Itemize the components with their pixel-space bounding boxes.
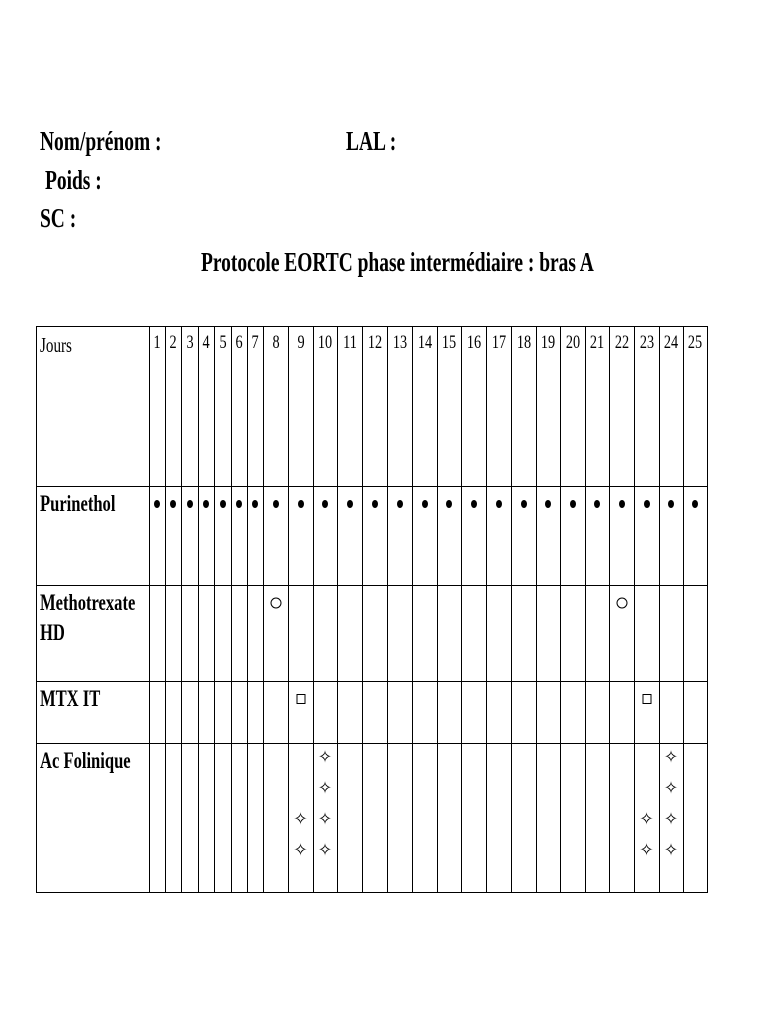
four-point-star-icon: ✧ <box>639 809 654 830</box>
dot-icon <box>298 500 304 508</box>
day-number: 25 <box>687 332 703 353</box>
day-number: 24 <box>663 332 679 353</box>
grid-vline <box>536 326 537 893</box>
day-number: 1 <box>153 332 161 353</box>
four-point-star-icon: ✧ <box>663 809 679 830</box>
dot-icon <box>252 500 258 508</box>
row-label: HD <box>40 620 65 645</box>
dot-icon <box>347 500 353 508</box>
day-number: 13 <box>392 332 407 353</box>
grid-hline <box>36 892 708 893</box>
row-label: Ac Folinique <box>40 748 131 773</box>
dot-icon <box>594 500 600 508</box>
four-point-star-icon: ✧ <box>317 778 333 799</box>
grid-vline <box>387 326 388 893</box>
grid-vline <box>683 326 684 893</box>
dot-icon <box>692 500 698 508</box>
day-number: 19 <box>540 332 556 353</box>
dot-icon <box>446 500 452 508</box>
dot-icon <box>545 500 551 508</box>
circle-icon <box>616 598 627 609</box>
grid-vline <box>165 326 166 893</box>
day-number: 10 <box>317 332 333 353</box>
dot-icon <box>422 500 428 508</box>
day-number: 6 <box>235 332 243 353</box>
four-point-star-icon: ✧ <box>663 840 679 861</box>
grid-vline <box>486 326 487 893</box>
day-number: 15 <box>441 332 457 353</box>
grid-vline <box>231 326 232 893</box>
day-number: 5 <box>218 332 227 353</box>
grid-hline <box>36 585 708 586</box>
lal-label: LAL : <box>346 126 397 156</box>
dot-icon <box>236 500 242 508</box>
square-icon <box>296 694 305 704</box>
grid-vline <box>362 326 363 893</box>
dot-icon <box>668 500 674 508</box>
four-point-star-icon: ✧ <box>663 778 679 799</box>
grid-vline <box>247 326 248 893</box>
sc-label: SC : <box>40 203 77 233</box>
dot-icon <box>496 500 502 508</box>
grid-vline <box>181 326 182 893</box>
dot-icon <box>521 500 527 508</box>
dot-icon <box>644 500 650 508</box>
dot-icon <box>570 500 576 508</box>
row-label: Purinethol <box>40 491 116 516</box>
grid-vline <box>288 326 289 893</box>
four-point-star-icon: ✧ <box>639 840 654 861</box>
grid-vline <box>149 326 150 893</box>
grid-vline <box>609 326 610 893</box>
day-number: 7 <box>251 332 259 353</box>
grid-vline <box>263 326 264 893</box>
dot-icon <box>154 500 160 508</box>
grid-hline <box>36 743 708 744</box>
day-number: 11 <box>342 332 357 353</box>
grid-vline <box>560 326 561 893</box>
grid-vline <box>511 326 512 893</box>
day-number: 9 <box>296 332 305 353</box>
dot-icon <box>397 500 403 508</box>
four-point-star-icon: ✧ <box>317 747 333 768</box>
grid-vline <box>634 326 635 893</box>
day-number: 17 <box>491 332 506 353</box>
grid-hline <box>36 681 708 682</box>
day-number: 3 <box>185 332 194 353</box>
dot-icon <box>273 500 279 508</box>
day-number: 18 <box>516 332 531 353</box>
grid-vline <box>585 326 586 893</box>
poids-label: Poids : <box>45 165 102 195</box>
day-number: 4 <box>202 332 210 353</box>
day-number: 8 <box>271 332 280 353</box>
dot-icon <box>471 500 477 508</box>
dot-icon <box>619 500 625 508</box>
grid-vline <box>214 326 215 893</box>
day-number: 23 <box>639 332 654 353</box>
square-icon <box>642 694 651 704</box>
dot-icon <box>322 500 328 508</box>
dot-icon <box>372 500 378 508</box>
four-point-star-icon: ✧ <box>663 747 679 768</box>
circle-icon <box>270 598 281 609</box>
day-number: 14 <box>417 332 432 353</box>
day-number: 12 <box>367 332 382 353</box>
dot-icon <box>187 500 193 508</box>
grid-vline <box>412 326 413 893</box>
row-label: Methotrexate <box>40 590 136 615</box>
dot-icon <box>203 500 209 508</box>
day-number: 20 <box>565 332 580 353</box>
grid-vline <box>313 326 314 893</box>
grid-hline <box>36 326 708 327</box>
four-point-star-icon: ✧ <box>317 809 333 830</box>
four-point-star-icon: ✧ <box>317 840 333 861</box>
four-point-star-icon: ✧ <box>293 809 308 830</box>
day-number: 21 <box>589 332 605 353</box>
day-number: 2 <box>169 332 177 353</box>
nom-prenom-label: Nom/prénom : <box>40 126 162 156</box>
row-label: MTX IT <box>40 686 101 711</box>
grid-vline <box>659 326 660 893</box>
grid-vline <box>437 326 438 893</box>
grid-vline <box>36 326 37 893</box>
grid-vline <box>461 326 462 893</box>
grid-vline <box>707 326 708 893</box>
day-number: 16 <box>466 332 481 353</box>
day-number: 22 <box>614 332 629 353</box>
dot-icon <box>220 500 226 508</box>
protocol-title: Protocole EORTC phase intermédiaire : bras A <box>201 247 594 277</box>
four-point-star-icon: ✧ <box>293 840 308 861</box>
dot-icon <box>170 500 176 508</box>
jours-header: Jours <box>40 333 72 357</box>
grid-hline <box>36 486 708 487</box>
grid-vline <box>198 326 199 893</box>
grid-vline <box>337 326 338 893</box>
